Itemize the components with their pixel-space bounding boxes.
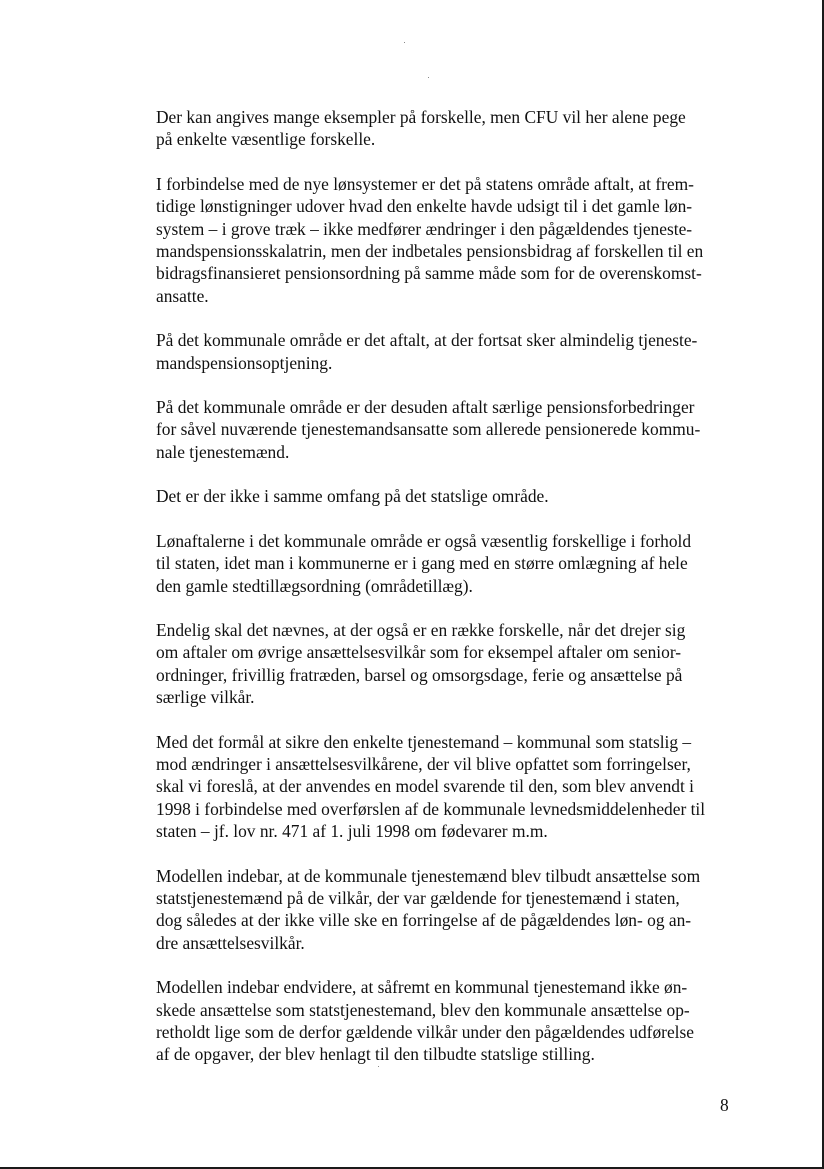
text-line: til staten, idet man i kommunerne er i gang med en større omlægning af hele (156, 553, 688, 574)
paragraph (156, 865, 746, 955)
text-line: skal vi foreslå, at der anvendes en model svarende til den, som blev anvendt i (156, 776, 694, 797)
text-line: nale tjenestemænd. (156, 441, 290, 462)
text-line: bidragsfinansieret pensionsordning på samme måde som for de overenskomst- (156, 263, 702, 284)
text-line: ansatte. (156, 285, 209, 306)
paragraph (156, 731, 746, 843)
paragraph (156, 396, 746, 463)
text-line: Endelig skal det nævnes, at der også er en række forskelle, når det drejer sig (156, 619, 686, 640)
text-line: af de opgaver, der blev henlagt til den tilbudte statslige stilling. (156, 1044, 595, 1065)
text-line: dre ansættelsesvilkår. (156, 932, 305, 953)
text-line: 1998 i forbindelse med overførslen af de kommunale levnedsmiddelenheder til (156, 798, 706, 819)
document-body (156, 106, 746, 1088)
text-line: Det er der ikke i samme omfang på det statslige område. (156, 486, 549, 507)
text-line: staten – jf. lov nr. 471 af 1. juli 1998 om fødevarer m.m. (156, 821, 548, 842)
text-line: I forbindelse med de nye lønsystemer er det på statens område aftalt, at frem- (156, 173, 694, 194)
text-line: Modellen indebar endvidere, at såfremt en kommunal tjenestemand ikke øn- (156, 977, 688, 998)
text-line: system – i grove træk – ikke medfører ændringer i den pågældendes tjeneste- (156, 218, 693, 239)
text-line: mod ændringer i ansættelsesvilkårene, der vil blive opfattet som forringelser, (156, 753, 691, 774)
scan-speck (428, 77, 429, 78)
text-line: Der kan angives mange eksempler på forskelle, men CFU vil her alene pege (156, 107, 686, 127)
paragraph (156, 106, 746, 151)
text-line: for såvel nuværende tjenestemandsansatte som allerede pensionerede kommu- (156, 419, 701, 440)
text-line: dog således at der ikke ville ske en forringelse af de pågældendes løn- og an- (156, 910, 692, 931)
scan-speck (404, 42, 405, 43)
page-number: 8 (720, 1095, 729, 1115)
paragraph (156, 619, 746, 709)
text-line: Lønaftalerne i det kommunale område er også væsentlig forskellige i forhold (156, 530, 692, 551)
text-line: den gamle stedtillægsordning (områdetillæg). (156, 575, 473, 596)
text-line: På det kommunale område er der desuden aftalt særlige pensionsforbedringer (156, 397, 695, 418)
text-line: retholdt lige som de derfor gældende vilkår under den pågældendes udførelse (156, 1022, 694, 1042)
text-line: Med det formål at sikre den enkelte tjenestemand – kommunal som statslig – (156, 731, 692, 752)
text-line: mandspensionsoptjening. (156, 352, 333, 373)
text-line: skede ansættelse som statstjenestemand, blev den kommunale ansættelse op- (156, 999, 690, 1020)
text-line: På det kommunale område er det aftalt, at der fortsat sker almindelig tjeneste- (156, 330, 698, 351)
text-line: statstjenestemænd på de vilkår, der var gældende for tjenestemænd i staten, (156, 887, 680, 908)
paragraph (156, 530, 746, 597)
text-line: særlige vilkår. (156, 687, 255, 708)
paragraph (156, 329, 746, 374)
text-line: på enkelte væsentlige forskelle. (156, 129, 376, 150)
text-line: om aftaler om øvrige ansættelsesvilkår som for eksempel aftaler om senior- (156, 642, 682, 663)
text-line: Modellen indebar, at de kommunale tjenestemænd blev tilbudt ansættelse som (156, 865, 701, 886)
paragraph (156, 485, 746, 507)
text-line: ordninger, frivillig fratræden, barsel og omsorgsdage, ferie og ansættelse på (156, 664, 683, 685)
paragraph (156, 173, 746, 307)
paragraph (156, 976, 746, 1066)
text-line: mandspensionsskalatrin, men der indbetales pensionsbidrag af forskellen til en (156, 241, 704, 262)
text-line: tidige lønstigninger udover hvad den enkelte havde udsigt til i det gamle løn- (156, 196, 693, 217)
